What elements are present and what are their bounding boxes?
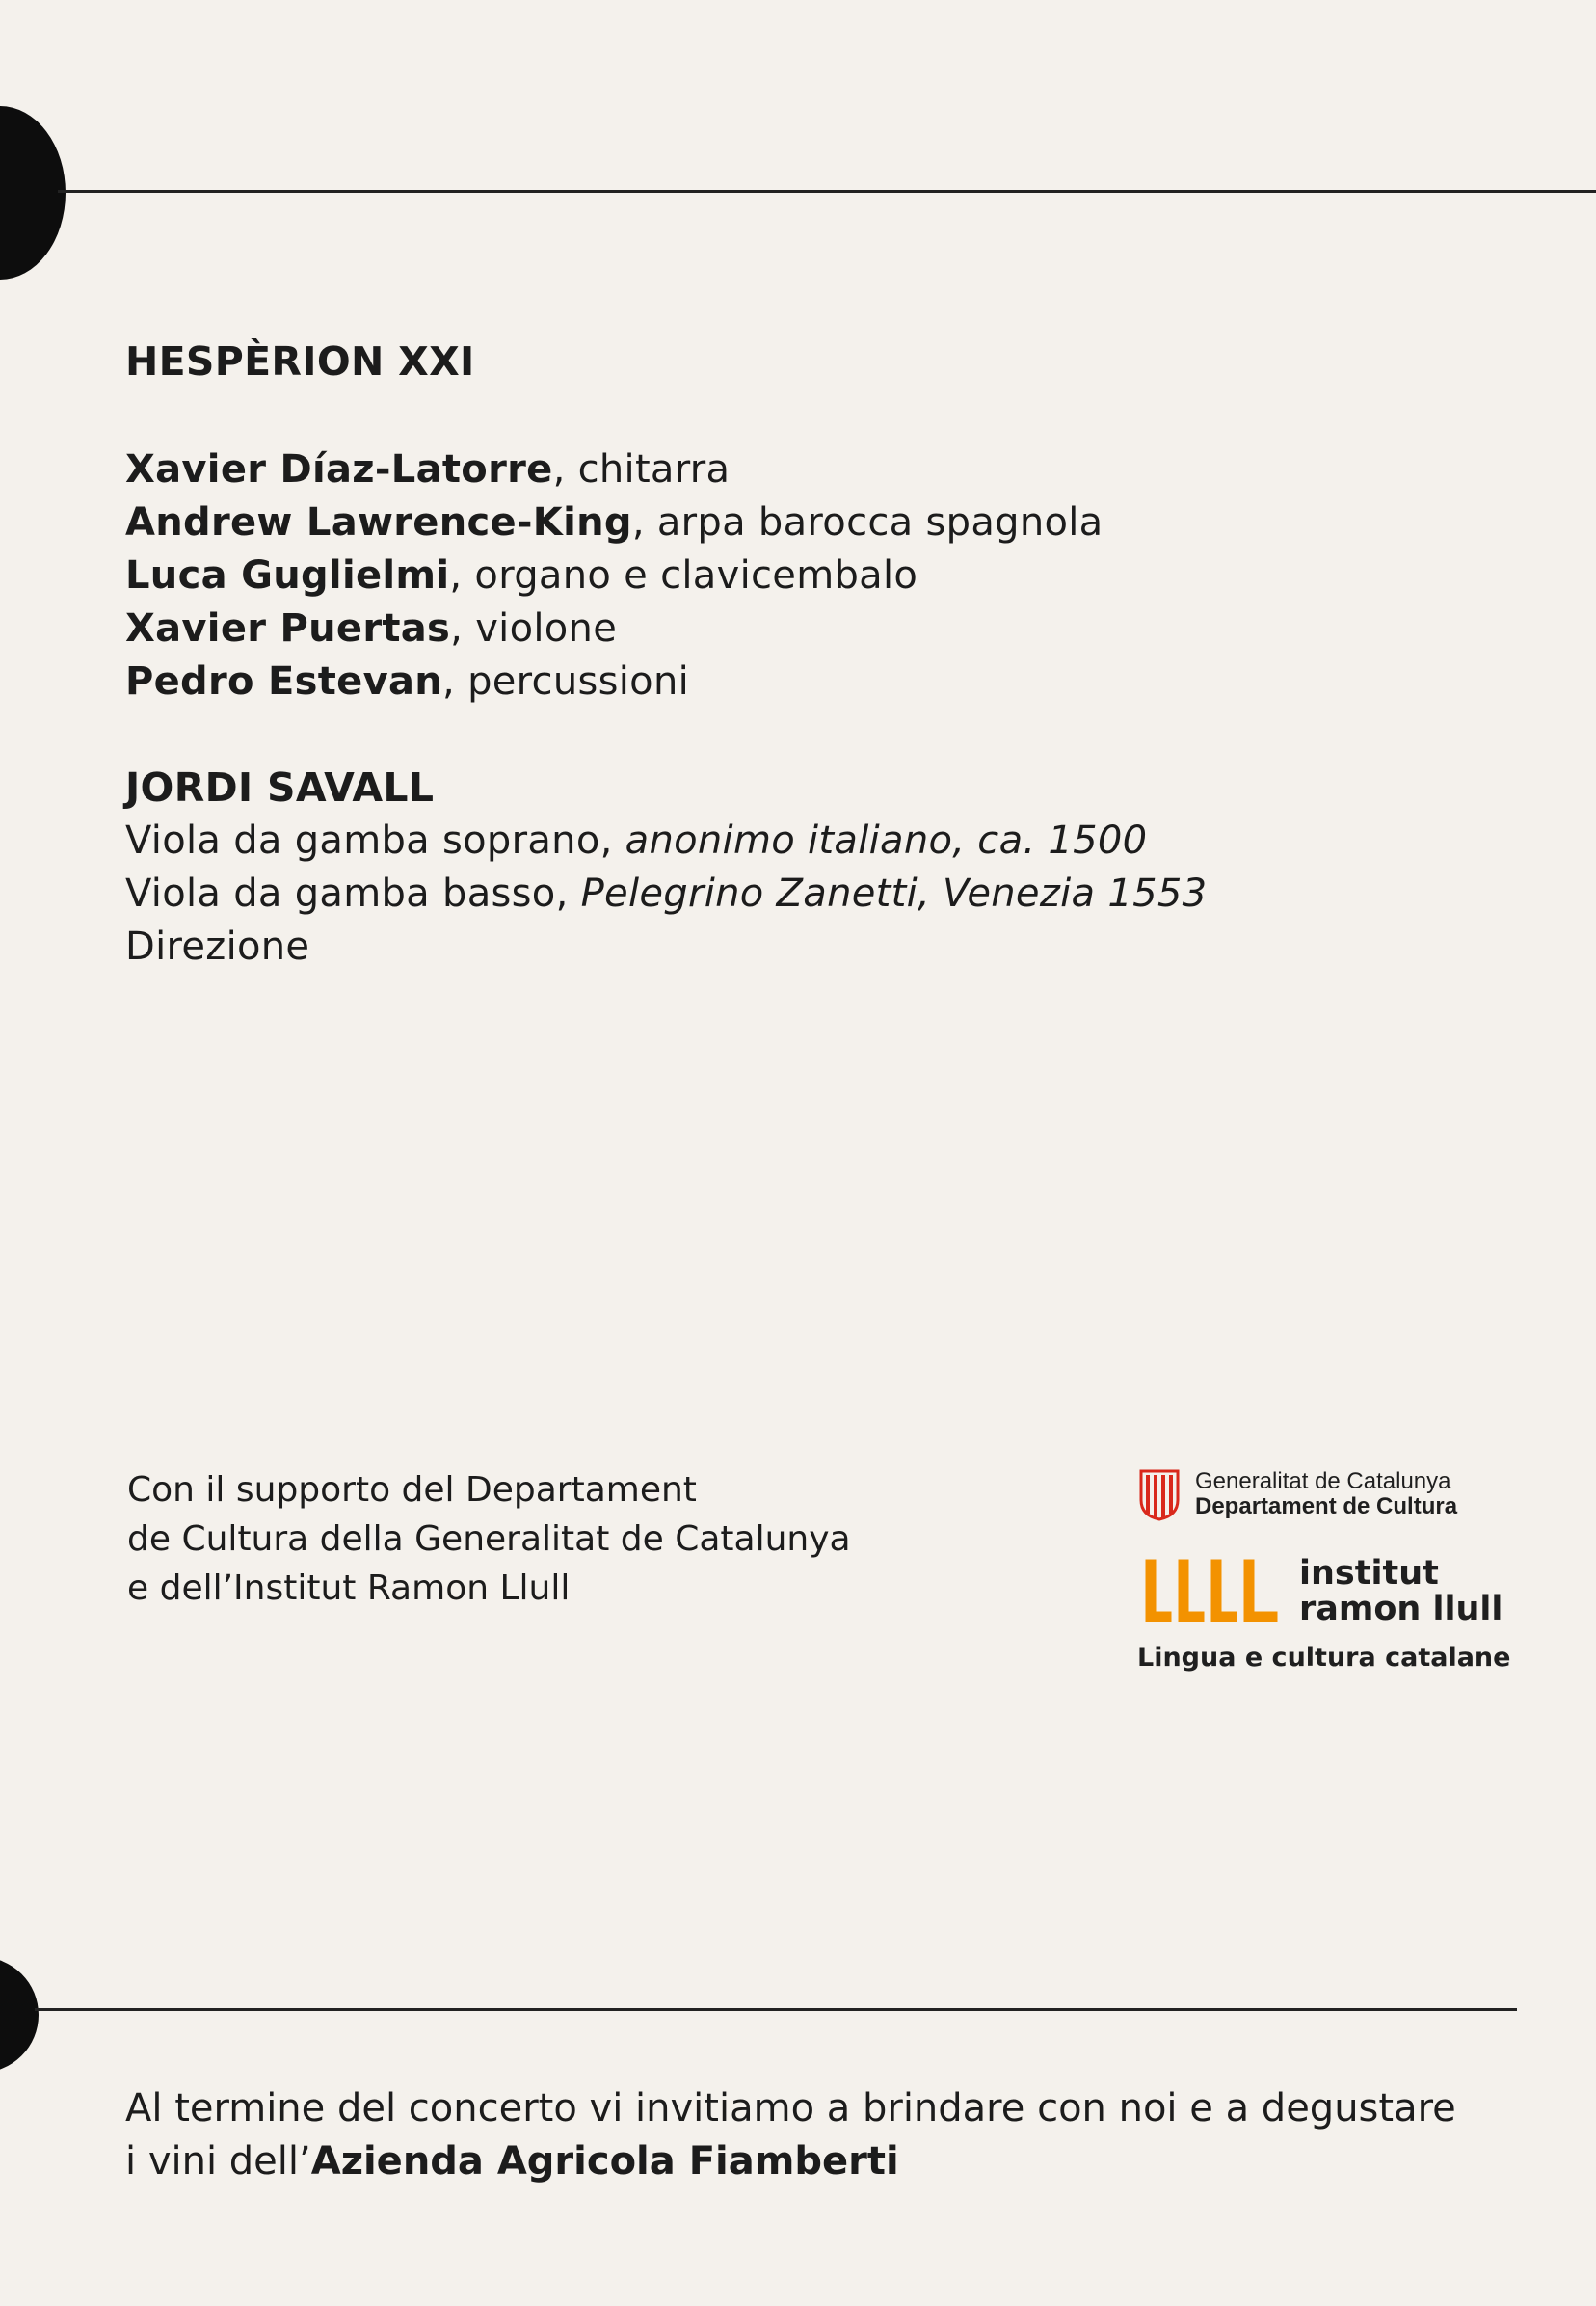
support-text [127,1465,851,1613]
senyera-emblem-icon [1137,1467,1182,1521]
support-line: Con il supporto del Departament [127,1470,697,1510]
musician-role: , organo e clavicembalo [449,553,918,598]
generalitat-logo [1137,1467,1542,1521]
llull-logo [1137,1556,1542,1627]
director-section [125,762,1207,974]
winery-name: Azienda Agricola Fiamberti [310,2139,899,2184]
musician-line [125,603,1103,656]
musician-name: Luca Guglielmi [125,553,450,598]
musician-role: , violone [450,606,618,651]
top-rule [58,190,1596,193]
musician-name: Pedro Estevan [125,659,443,704]
footer-line1: Al termine del concerto vi invitiamo a brindare con noi e a degustare [125,2086,1456,2131]
llull-line1: institut [1299,1554,1439,1593]
ensemble-section [125,335,475,389]
ensemble-name: HESPÈRION XXI [125,338,475,385]
musician-name: Andrew Lawrence-King [125,500,632,545]
footer-prefix: i vini dell’ [125,2139,311,2184]
generalitat-line2: Departament de Cultura [1195,1493,1458,1519]
musician-line [125,496,1103,550]
llull-tagline: Lingua e cultura catalane [1137,1643,1511,1673]
director-role: Direzione [125,925,310,969]
sponsor-logos [1137,1467,1542,1673]
musician-line [125,656,1103,709]
instrument-detail: anonimo italiano, ca. 1500 [625,818,1148,863]
footer-invitation [125,2082,1456,2188]
musician-name: Xavier Puertas [125,606,451,651]
punch-hole-bottom [0,1957,39,2073]
llull-mark-icon [1137,1559,1282,1624]
instrument-detail: Pelegrino Zanetti, Venezia 1553 [580,871,1208,916]
musician-name: Xavier Díaz-Latorre [125,447,553,492]
musician-role: , chitarra [552,447,731,492]
support-line: de Cultura della Generalitat de Catalunya [127,1519,851,1559]
punch-hole-top [0,106,66,280]
musicians-list [125,443,1103,709]
instrument-line [125,815,1207,868]
bottom-rule [35,2008,1517,2011]
footer-line2 [125,2135,1456,2188]
llull-line2: ramon llull [1299,1590,1503,1628]
musician-role: , percussioni [442,659,690,704]
instrument-label: Viola da gamba soprano, [125,818,625,863]
director-name: JORDI SAVALL [125,764,435,811]
support-line: e dell’Institut Ramon Llull [127,1569,571,1608]
musician-line [125,443,1103,496]
musician-line [125,550,1103,603]
musician-role: , arpa barocca spagnola [631,500,1104,545]
instrument-line [125,868,1207,921]
instrument-label: Viola da gamba basso, [125,871,581,916]
generalitat-line1: Generalitat de Catalunya [1195,1468,1451,1494]
